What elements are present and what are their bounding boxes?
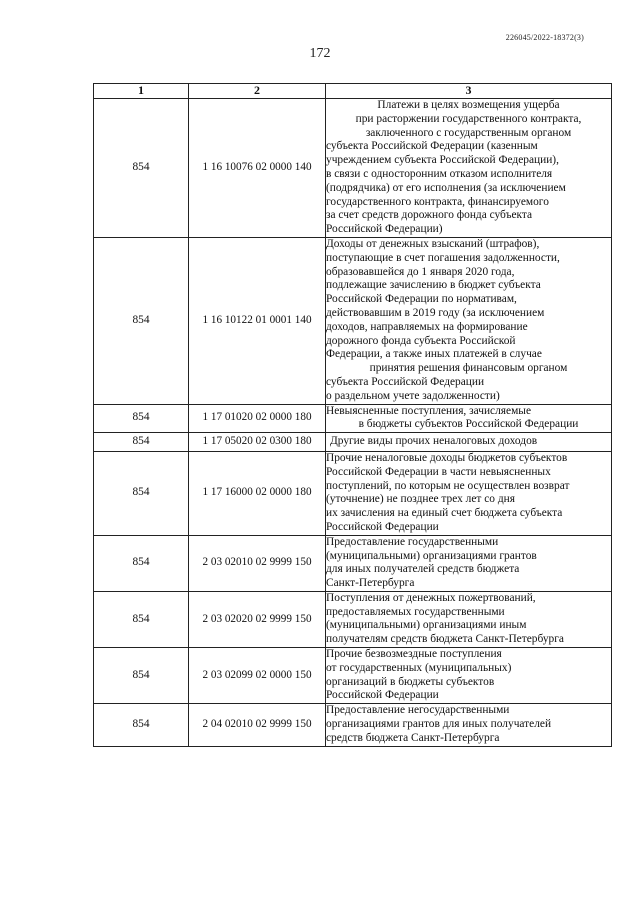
table-row xyxy=(94,535,612,591)
description-line: действовавшим в 2019 году (за исключением xyxy=(326,306,545,319)
description-line: предоставляемых государственными xyxy=(326,605,505,618)
revenue-description-cell xyxy=(326,591,612,647)
description-line: (подрядчика) от его исполнения (за исключением xyxy=(326,181,566,194)
table-row xyxy=(94,451,612,535)
table-row xyxy=(94,433,612,452)
description-line: поступлений, по которым не осуществлен возврат xyxy=(326,479,570,492)
description-line: Прочие неналоговые доходы бюджетов субъектов xyxy=(326,451,568,464)
description-line: учреждением субъекта Российской Федерации), xyxy=(326,154,559,167)
admin-code-cell: 854 xyxy=(94,451,189,535)
budget-classification-code-cell: 1 16 10122 01 0001 140 xyxy=(189,237,326,404)
admin-code-cell: 854 xyxy=(94,591,189,647)
table-row xyxy=(94,237,612,404)
budget-classification-code-cell: 2 03 02010 02 9999 150 xyxy=(189,535,326,591)
budget-classification-code-cell: 2 04 02010 02 9999 150 xyxy=(189,704,326,746)
table-row xyxy=(94,591,612,647)
description-line: государственного контракта, финансируемого xyxy=(326,195,549,208)
description-line: Российской Федерации по нормативам, xyxy=(326,293,517,306)
description-line: Прочие безвозмездные поступления xyxy=(326,648,502,661)
table-row xyxy=(94,404,612,433)
description-line: в бюджеты субъектов Российской Федерации xyxy=(358,418,579,431)
description-line: (муниципальными) организациями грантов xyxy=(326,549,537,562)
description-line: Российской Федерации в части невыясненных xyxy=(326,465,551,478)
admin-code-cell: 854 xyxy=(94,99,189,238)
description-line: (уточнение) не позднее трех лет со дня xyxy=(326,493,515,506)
description-line: при расторжении государственного контракта, xyxy=(355,112,582,125)
document-registration-number: 226045/2022-18372(3) xyxy=(505,33,584,42)
page-number: 172 xyxy=(309,46,331,61)
admin-code-cell: 854 xyxy=(94,433,189,452)
column-header-3: 3 xyxy=(326,84,612,99)
description-line: (муниципальными) организациями иным xyxy=(326,619,527,632)
admin-code-cell: 854 xyxy=(94,648,189,704)
description-line: принятия решения финансовым органом xyxy=(369,362,568,375)
budget-classification-code-cell: 2 03 02099 02 0000 150 xyxy=(189,648,326,704)
admin-code-cell: 854 xyxy=(94,535,189,591)
description-line: поступающие в счет погашения задолженности, xyxy=(326,251,560,264)
description-line: Предоставление государственными xyxy=(326,535,499,548)
description-line: за счет средств дорожного фонда субъекта xyxy=(326,209,533,222)
revenue-description-cell xyxy=(326,99,612,238)
budget-classification-code-cell: 1 17 01020 02 0000 180 xyxy=(189,404,326,433)
description-line: организациями грантов для иных получателей xyxy=(326,718,552,731)
description-line: Федерации, а также иных платежей в случае xyxy=(326,348,542,361)
budget-classification-code-cell: 1 16 10076 02 0000 140 xyxy=(189,99,326,238)
description-line: субъекта Российской Федерации (казенным xyxy=(326,140,538,153)
table-header-row xyxy=(94,84,612,99)
budget-classification-code-cell: 1 17 16000 02 0000 180 xyxy=(189,451,326,535)
table-row xyxy=(94,99,612,238)
budget-classification-code-cell: 2 03 02020 02 9999 150 xyxy=(189,591,326,647)
description-line: Доходы от денежных взысканий (штрафов), xyxy=(326,237,540,250)
description-line: Санкт-Петербурга xyxy=(326,577,415,590)
description-line: образовавшейся до 1 января 2020 года, xyxy=(326,265,515,278)
revenue-description-cell xyxy=(326,535,612,591)
description-line: Другие виды прочих неналоговых доходов xyxy=(330,435,538,448)
description-line: получателям средств бюджета Санкт-Петербурга xyxy=(326,633,564,646)
description-line: Российской Федерации xyxy=(326,689,439,702)
description-line: от государственных (муниципальных) xyxy=(326,661,512,674)
revenue-description-cell xyxy=(326,433,612,452)
description-line: Российской Федерации xyxy=(326,520,439,533)
description-line: их зачисления на единый счет бюджета субъекта xyxy=(326,507,563,520)
revenue-description-cell xyxy=(326,237,612,404)
table-row xyxy=(94,704,612,746)
description-line: доходов, направляемых на формирование xyxy=(326,320,528,333)
budget-classification-code-cell: 1 17 05020 02 0300 180 xyxy=(189,433,326,452)
description-line: подлежащие зачислению в бюджет субъекта xyxy=(326,279,541,292)
revenue-description-cell xyxy=(326,648,612,704)
description-line: средств бюджета Санкт-Петербурга xyxy=(326,731,500,744)
description-line: Поступления от денежных пожертвований, xyxy=(326,591,536,604)
description-line: о раздельном учете задолженности) xyxy=(326,389,500,402)
admin-code-cell: 854 xyxy=(94,237,189,404)
description-line: заключенного с государственным органом xyxy=(365,126,572,139)
column-header-1: 1 xyxy=(94,84,189,99)
admin-code-cell: 854 xyxy=(94,704,189,746)
description-line: Платежи в целях возмещения ущерба xyxy=(377,99,560,111)
description-line: Российской Федерации) xyxy=(326,223,443,236)
description-line: дорожного фонда субъекта Российской xyxy=(326,334,516,347)
description-line: Предоставление негосударственными xyxy=(326,704,510,717)
admin-code-cell: 854 xyxy=(94,404,189,433)
description-line: Невыясненные поступления, зачисляемые xyxy=(326,404,531,417)
revenue-description-cell xyxy=(326,704,612,746)
revenue-description-cell xyxy=(326,404,612,433)
description-line: организаций в бюджеты субъектов xyxy=(326,675,495,688)
revenue-codes-table xyxy=(93,83,612,747)
column-header-2: 2 xyxy=(189,84,326,99)
table-body xyxy=(94,99,612,747)
table-row xyxy=(94,648,612,704)
description-line: субъекта Российской Федерации xyxy=(326,375,485,388)
description-line: для иных получателей средств бюджета xyxy=(326,563,520,576)
revenue-description-cell xyxy=(326,451,612,535)
description-line: в связи с односторонним отказом исполнителя xyxy=(326,167,553,180)
